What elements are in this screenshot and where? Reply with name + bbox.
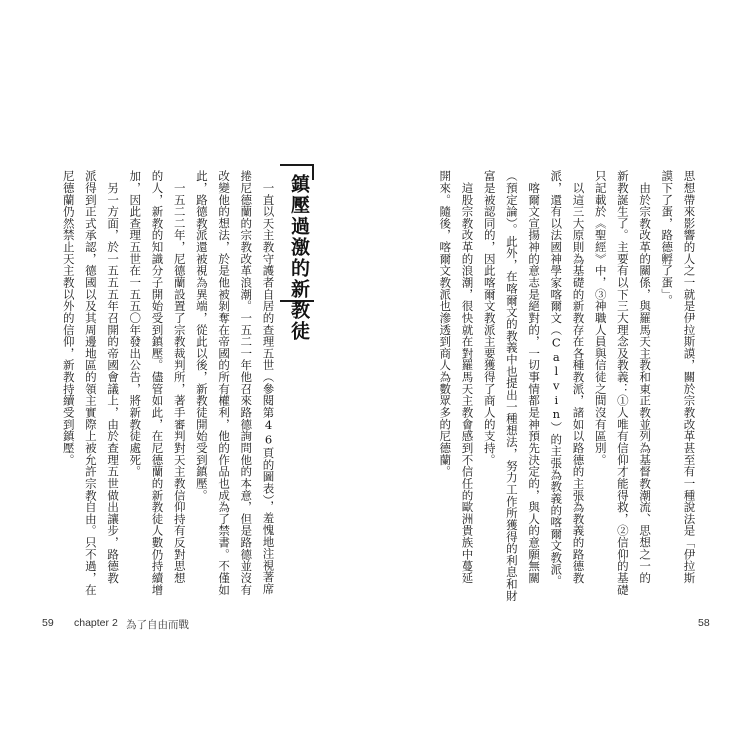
right-page-column: 只記載於《聖經》中，③神職人員與信徒之間沒有區別。	[593, 170, 608, 466]
left-page-column: 派得到正式承認，德國以及其周邊地區的領主實際上被允許宗教自由。只不過，在	[83, 170, 98, 596]
left-page-column: 此，路德教派還被視為異端，從此以後，新教徒開始受到鎮壓。	[194, 170, 209, 501]
section-heading: 鎮壓過激的新教徒	[288, 174, 310, 342]
right-page-column: （預定論）。此外，在喀爾文的教義中也提出一種想法，努力工作所獲得的利息和財	[504, 170, 519, 602]
left-page-column: 尼德蘭仍然禁止天主教以外的信仰，新教持續受到鎮壓。	[61, 170, 76, 466]
right-page-column: 喀爾文宣揚神的意志是絕對的，一切事情都是神預先決定的，與人的意願無關	[527, 170, 542, 584]
left-page-column: 的人，新教的知識分子開始受到鎮壓。儘管如此，在尼德蘭的新教徒人數仍持續增	[150, 170, 165, 596]
left-page-column: 另一方面，於一五五五年召開的帝國會議上，由於查理五世做出讓步，路德教	[106, 170, 121, 584]
right-page-column: 由於宗教改革的關係，與羅馬天主教和東正教並列為基督教潮流、思想之一的	[638, 170, 653, 584]
left-page-column: 改變他的想法，於是他被剝奪在帝國的所有權利，他的作品也成為了禁書。不僅如	[217, 170, 232, 596]
left-page-column: 捲尼德蘭的宗教改革浪潮。一五二一年他召來路德詢問他的本意，但是路德並沒有	[239, 170, 254, 596]
right-page-column: 謨下了蛋，路德孵了蛋」。	[660, 170, 675, 307]
right-page-column: 以這三大原則為基礎的新教存在各種教派，諸如以路德的主張為教義的路德教	[571, 170, 586, 584]
left-page-column: 一直以天主教守護者自居的查理五世（參閱第46頁的圖表），羞愧地注視著席	[261, 170, 276, 595]
right-page-column: 開來。隨後，喀爾文教派也滲透到商人為數眾多的尼德蘭。	[438, 170, 453, 478]
right-page-column: 新教誕生了。主要有以下三大理念及教義：①人唯有信仰才能得救，②信仰的基礎	[615, 170, 630, 596]
left-page-column: 一五二二年，尼德蘭設置了宗教裁判所，著手審判對天主教信仰持有反對思想	[172, 170, 187, 584]
right-page-number: 58	[698, 617, 710, 629]
left-page-column: 加，因此查理五世在一五五〇年發出公告，將新教徒處死。	[128, 170, 143, 478]
running-head-chapter: chapter 2	[74, 617, 118, 629]
right-page-column: 思想帶來影響的人之一就是伊拉斯謨，關於宗教改革甚至有一種說法是「伊拉斯	[682, 170, 697, 584]
left-page-number: 59	[42, 617, 54, 629]
running-head-title: 為了自由而戰	[126, 619, 189, 631]
right-page-column: 這股宗教改革的浪潮，很快就在對羅馬天主教會感到不信任的歐洲貴族中蔓延	[460, 170, 475, 584]
right-page-column: 富是被認同的，因此喀爾文教派主要獲得了商人的支持。	[482, 170, 497, 466]
right-page-column: 派，還有以法國神學家喀爾文（Calvin）的主張為教義的喀爾文教派。	[549, 170, 564, 587]
